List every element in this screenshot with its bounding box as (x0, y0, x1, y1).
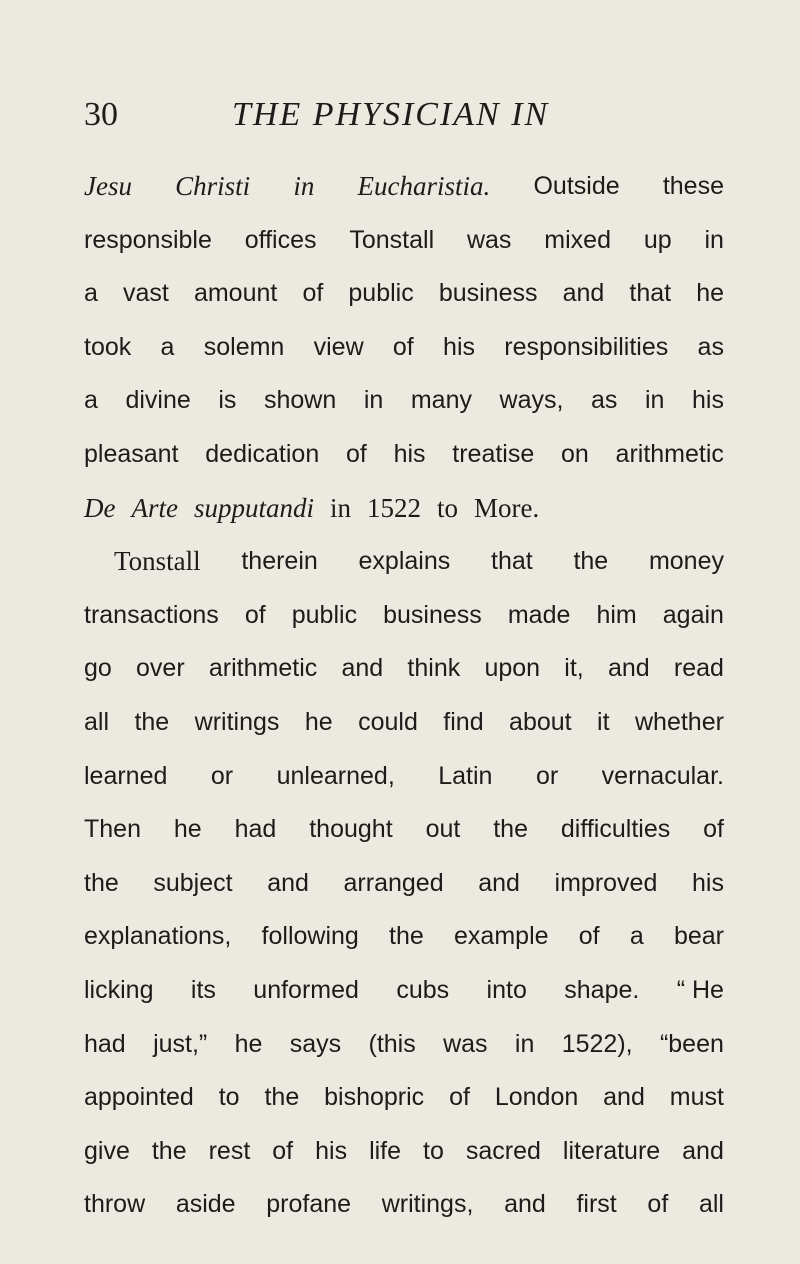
word: Tonstall (114, 546, 201, 577)
text-line (84, 1130, 724, 1184)
word: him (596, 600, 637, 629)
body-text (84, 165, 724, 1237)
word: of (647, 1190, 669, 1219)
word: he (173, 815, 202, 844)
word: the (573, 547, 609, 576)
page-number: 30 (84, 96, 118, 133)
word: explains (358, 547, 451, 576)
word: subject (153, 868, 233, 897)
word: treatise (452, 439, 535, 468)
word: made (507, 600, 571, 629)
word: view (313, 332, 364, 361)
word: the (389, 922, 424, 951)
word: money (648, 547, 724, 576)
word: of (272, 1136, 294, 1165)
word: of (345, 439, 367, 468)
word: all (698, 1190, 724, 1219)
word: or (535, 761, 559, 790)
word: he (696, 279, 724, 308)
word: example (454, 922, 549, 951)
word: 1522 (367, 492, 422, 523)
word: it (597, 707, 610, 736)
word: about (509, 707, 572, 736)
word: difficulties (560, 815, 671, 844)
word: and (607, 654, 650, 683)
word: pleasant (84, 439, 179, 468)
word: a (160, 332, 175, 361)
text-line (84, 272, 724, 326)
word: business (438, 279, 538, 308)
word: his (691, 868, 724, 897)
word: therein (241, 547, 318, 576)
word: improved (554, 868, 658, 897)
word: had (234, 815, 277, 844)
word: solemn (203, 332, 285, 361)
word: out (425, 815, 461, 844)
word: London (494, 1083, 579, 1112)
word: in (644, 386, 665, 415)
word: Arte (131, 492, 178, 523)
word: 1522), (561, 1029, 633, 1058)
word: the (134, 707, 170, 736)
word: had (84, 1029, 126, 1058)
word: to (218, 1083, 240, 1112)
word: says (289, 1029, 342, 1058)
word: these (662, 172, 724, 200)
word: “ He (676, 975, 724, 1004)
word: he (304, 707, 333, 736)
text-line (84, 755, 724, 809)
word: Christi (175, 171, 251, 201)
word: must (669, 1083, 724, 1112)
word: “been (659, 1029, 724, 1058)
word: Then (84, 815, 141, 844)
word: of (578, 922, 600, 951)
word: his (315, 1136, 348, 1165)
word: and (603, 1083, 645, 1112)
word: Latin (438, 761, 493, 790)
word: was (443, 1029, 488, 1058)
text-line (84, 379, 724, 433)
word: De (84, 492, 116, 523)
text-line (84, 594, 724, 648)
word: again (662, 600, 724, 629)
word: to (437, 492, 459, 523)
word: amount (193, 279, 278, 308)
word: learned (84, 761, 168, 790)
word: think (407, 654, 461, 683)
word: vernacular. (601, 761, 724, 790)
word: public (291, 600, 358, 629)
word: unformed (253, 975, 359, 1004)
page-header (84, 96, 716, 146)
word: transactions (84, 600, 219, 629)
word: of (244, 600, 266, 629)
word: to (423, 1136, 444, 1165)
word: rest (208, 1136, 251, 1165)
word: dedication (205, 439, 320, 468)
word: took (84, 332, 132, 361)
word: bishopric (324, 1083, 425, 1112)
word: find (443, 707, 484, 736)
word: its (190, 975, 216, 1004)
word: cubs (396, 975, 450, 1004)
word: is (218, 386, 237, 415)
word: over (136, 654, 185, 683)
word: just,” (153, 1029, 208, 1058)
word: a (629, 922, 644, 951)
word: responsible (84, 225, 212, 254)
word: was (466, 225, 512, 254)
word: Tonstall (349, 225, 435, 254)
running-title: THE PHYSICIAN IN (232, 96, 550, 133)
word: in (514, 1029, 535, 1058)
text-line (84, 433, 724, 487)
word: arithmetic (208, 654, 318, 683)
word: public (348, 279, 414, 308)
word: aside (175, 1190, 236, 1219)
word: literature (562, 1136, 661, 1165)
word: his (443, 332, 476, 361)
word: divine (125, 386, 191, 415)
word: licking (84, 975, 154, 1004)
word: following (261, 922, 359, 951)
word: give (84, 1136, 130, 1165)
word: a (84, 279, 98, 308)
word: Outside (533, 172, 620, 200)
text-line (84, 540, 724, 594)
word: as (697, 332, 724, 361)
word: life (369, 1136, 402, 1165)
word: throw (84, 1190, 146, 1219)
word: More. (474, 492, 540, 523)
word: first (576, 1190, 617, 1219)
word: in (330, 492, 352, 523)
word: ways, (499, 386, 564, 415)
word: mixed (544, 225, 611, 254)
text-line (84, 647, 724, 701)
word: (this (368, 1029, 416, 1058)
word: of (703, 815, 724, 844)
word: and (341, 654, 384, 683)
word: in (293, 171, 315, 201)
word: into (486, 975, 527, 1004)
word: writings (194, 707, 280, 736)
word: the (84, 868, 119, 897)
word: whether (634, 707, 724, 736)
word: in (704, 225, 724, 254)
text-line (84, 219, 724, 273)
word: writings, (381, 1190, 474, 1219)
text-line (84, 969, 724, 1023)
text-line (84, 915, 724, 969)
word: thought (309, 815, 393, 844)
text-line (84, 1183, 724, 1237)
word: unlearned, (276, 761, 395, 790)
word: offices (244, 225, 317, 254)
word: of (302, 279, 324, 308)
word: Jesu (84, 171, 132, 201)
word: sacred (465, 1136, 541, 1165)
text-line (84, 808, 724, 862)
word: upon (484, 654, 541, 683)
word: the (264, 1083, 300, 1112)
word: business (383, 600, 482, 629)
word: go (84, 654, 112, 683)
word: or (210, 761, 234, 790)
word: shown (263, 386, 337, 415)
word: his (393, 439, 426, 468)
word: and (267, 868, 309, 897)
text-line (84, 165, 724, 219)
word: explanations, (84, 922, 232, 951)
word: arithmetic (615, 439, 724, 468)
word: read (673, 654, 724, 683)
word: appointed (84, 1083, 194, 1112)
word: many (410, 386, 472, 415)
word: all (84, 707, 110, 736)
word: the (493, 815, 528, 844)
word: responsibilities (504, 332, 669, 361)
word: as (591, 386, 618, 415)
word: and (504, 1190, 546, 1219)
word: a (84, 386, 98, 415)
word: he (234, 1029, 263, 1058)
word: and (478, 868, 520, 897)
word: supputandi (193, 492, 314, 523)
word: of (392, 332, 414, 361)
word: arranged (343, 868, 444, 897)
text-line (84, 1023, 724, 1077)
word: and (682, 1136, 724, 1165)
text-line (84, 326, 724, 380)
word: vast (123, 279, 169, 308)
word: and (562, 279, 605, 308)
word: up (643, 225, 672, 254)
word: that (491, 547, 533, 576)
word: profane (266, 1190, 352, 1219)
text-line (84, 701, 724, 755)
text-line (84, 487, 724, 541)
word: in (363, 386, 384, 415)
text-line (84, 862, 724, 916)
word: it, (564, 654, 584, 683)
word: shape. (564, 975, 640, 1004)
word: bear (673, 922, 724, 951)
word: could (358, 707, 418, 736)
word: his (692, 386, 724, 415)
word: the (151, 1136, 187, 1165)
word: on (561, 439, 589, 468)
text-line (84, 1076, 724, 1130)
word: of (449, 1083, 470, 1112)
word: that (629, 279, 672, 308)
word: Eucharistia. (357, 171, 491, 201)
